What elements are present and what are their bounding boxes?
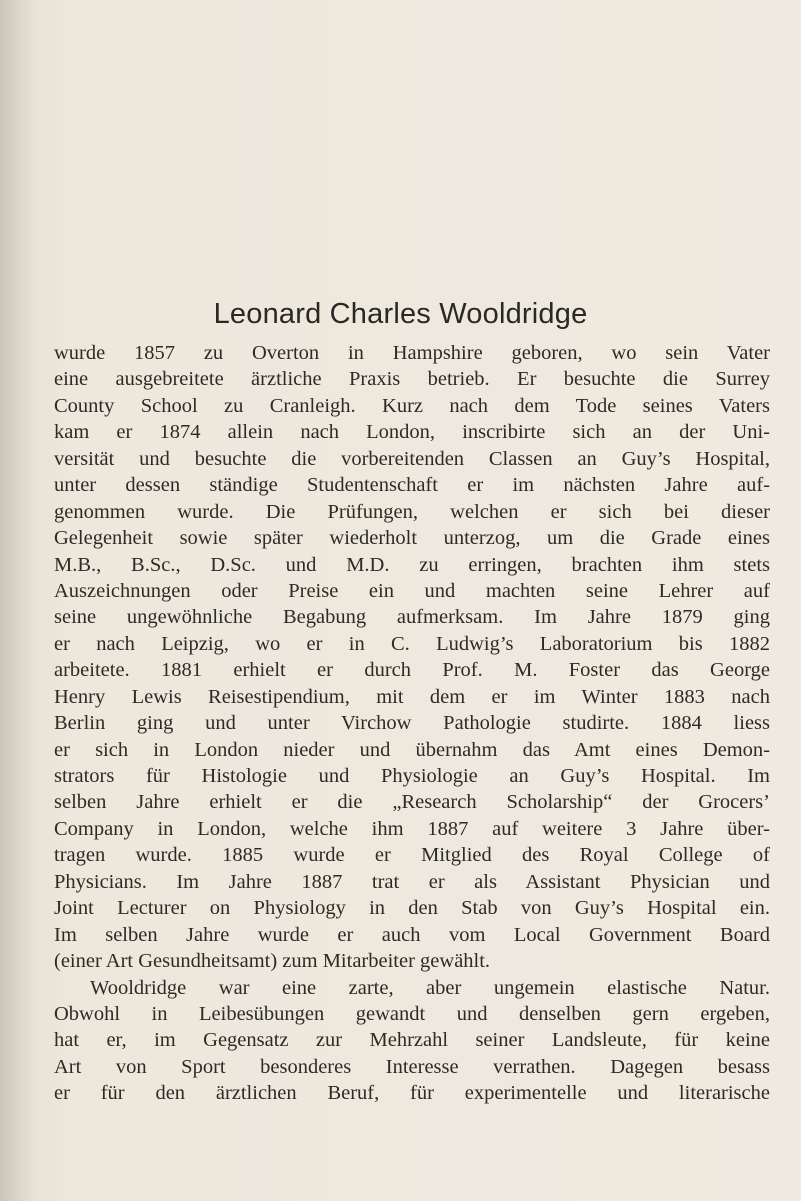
- text-line: Gelegenheit sowie später wiederholt unterzog, um die Grade eines: [54, 527, 770, 550]
- text-line: Art von Sport besonderes Interesse verrathen. Dagegen besass: [54, 1055, 770, 1078]
- text-line: hat er, im Gegensatz zur Mehrzahl seiner Landsleute, für keine: [54, 1029, 770, 1052]
- text-line: eine ausgebreitete ärztliche Praxis betrieb. Er besuchte die Surrey: [54, 368, 770, 391]
- text-line: seine ungewöhnliche Begabung aufmerksam. Im Jahre 1879 ging: [54, 606, 770, 629]
- text-line: Wooldridge war eine zarte, aber ungemein elastische Natur.: [90, 976, 770, 999]
- text-line: er für den ärztlichen Beruf, für experimentelle und literarische: [54, 1082, 770, 1105]
- text-line: Physicians. Im Jahre 1887 trat er als Assistant Physician und: [54, 870, 770, 893]
- text-line: County School zu Cranleigh. Kurz nach dem Tode seines Vaters: [54, 394, 770, 417]
- text-line: Im selben Jahre wurde er auch vom Local Government Board: [54, 923, 770, 946]
- text-line: arbeitete. 1881 erhielt er durch Prof. M. Foster das George: [54, 659, 770, 682]
- text-line: versität und besuchte die vorbereitenden Classen an Guy’s Hospital,: [54, 447, 770, 470]
- text-line: wurde 1857 zu Overton in Hampshire geboren, wo sein Vater: [54, 342, 770, 364]
- text-line: strators für Histologie und Physiologie an Guy’s Hospital. Im: [54, 765, 770, 787]
- text-line: genommen wurde. Die Prüfungen, welchen er sich bei dieser: [54, 500, 770, 523]
- text-line: Henry Lewis Reisestipendium, mit dem er im Winter 1883 nach: [54, 685, 770, 708]
- text-line: unter dessen ständige Studentenschaft er im nächsten Jahre auf-: [54, 474, 770, 497]
- text-line: Company in London, welche ihm 1887 auf weitere 3 Jahre über-: [54, 817, 770, 840]
- text-line: Berlin ging und unter Virchow Pathologie studirte. 1884 liess: [54, 712, 770, 735]
- text-line: selben Jahre erhielt er die „Research Scholarship“ der Grocers’: [54, 791, 770, 814]
- text-line: er nach Leipzig, wo er in C. Ludwig’s Laboratorium bis 1882: [54, 632, 770, 655]
- text-line: er sich in London nieder und übernahm das Amt eines Demon-: [54, 738, 770, 761]
- text-line: (einer Art Gesundheitsamt) zum Mitarbeiter gewählt.: [54, 950, 491, 973]
- page-binding-shadow: [0, 0, 34, 1201]
- text-line: tragen wurde. 1885 wurde er Mitglied des Royal College of: [54, 844, 770, 867]
- text-line: Obwohl in Leibesübungen gewandt und denselben gern ergeben,: [54, 1002, 770, 1025]
- page-title: Leonard Charles Wooldridge: [213, 298, 588, 330]
- text-line: Joint Lecturer on Physiology in den Stab von Guy’s Hospital ein.: [54, 897, 770, 920]
- body-paragraph: [54, 340, 770, 1107]
- text-line: Auszeichnungen oder Preise ein und machten seine Lehrer auf: [54, 579, 770, 602]
- text-line: kam er 1874 allein nach London, inscribirte sich an der Uni-: [54, 421, 770, 444]
- text-line: M.B., B.Sc., D.Sc. und M.D. zu erringen, brachten ihm stets: [54, 553, 770, 576]
